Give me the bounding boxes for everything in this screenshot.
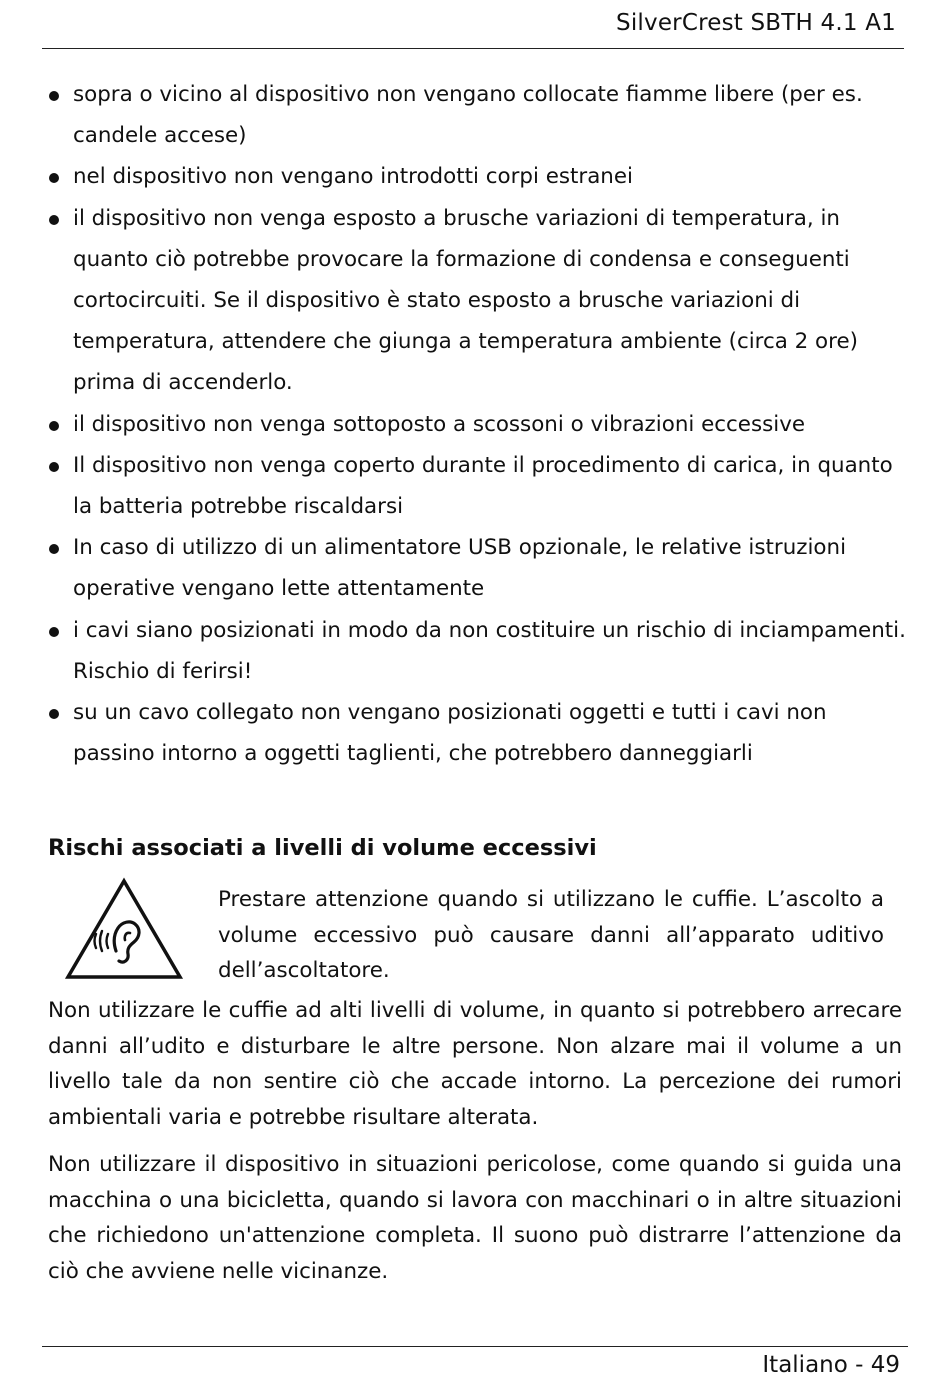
bullet-item — [48, 692, 908, 774]
bullet-dot-icon — [49, 544, 59, 554]
bullet-dot-icon — [49, 91, 59, 101]
bullet-text: i cavi siano posizionati in modo da non costituire un rischio di inciampamenti. Rischio di ferirsi! — [73, 617, 906, 684]
bullet-item — [48, 404, 908, 445]
bullet-text: il dispositivo non venga esposto a brusche variazioni di temperatura, in quanto ciò potrebbe provocare la formazione di condensa e conseguenti cortocircuiti. Se il dispositivo è stato esposto a brusche variazioni di temperatura, attendere che giunga a temperatura ambiente (circa 2 ore) prima di accenderlo. — [73, 205, 858, 396]
bullet-item — [48, 527, 908, 609]
footer-divider — [42, 1346, 908, 1347]
safety-bullet-list — [48, 74, 908, 774]
bullet-dot-icon — [49, 462, 59, 472]
bullet-text: su un cavo collegato non vengano posizionati oggetti e tutti i cavi non passino intorno a oggetti taglienti, che potrebbero danneggiarli — [73, 700, 827, 767]
bullet-text: Il dispositivo non venga coperto durante il procedimento di carica, in quanto la batteria potrebbe riscaldarsi — [73, 452, 893, 520]
document-title: SilverCrest SBTH 4.1 A1 — [616, 10, 896, 36]
bullet-dot-icon — [49, 173, 59, 183]
bullet-text: il dispositivo non venga sottoposto a scossoni o vibrazioni eccessive — [73, 411, 806, 437]
body-paragraph: Non utilizzare le cuffie ad alti livelli di volume, in quanto si potrebbero arrecare danni all’udito e disturbare le altre persone. Non alzare mai il volume a un livello tale da non sentire ciò che accade intorno. La percezione dei rumori ambientali varia e potrebbe risultare alterata. — [48, 998, 902, 1130]
bullet-item — [48, 74, 908, 156]
hearing-warning-icon — [64, 876, 184, 982]
bullet-item — [48, 156, 908, 197]
bullet-item — [48, 445, 908, 527]
bullet-dot-icon — [49, 709, 59, 719]
page-number: Italiano - 49 — [762, 1352, 900, 1378]
bullet-item — [48, 610, 908, 692]
bullet-text: nel dispositivo non vengano introdotti corpi estranei — [73, 164, 633, 190]
bullet-item — [48, 198, 908, 404]
bullet-text: In caso di utilizzo di un alimentatore USB opzionale, le relative istruzioni operative vengano lette attentamente — [73, 535, 847, 602]
warning-text: Prestare attenzione quando si utilizzano le cuffie. L’ascolto a volume eccessivo può causare danni all’apparato uditivo dell’ascoltatore. — [218, 887, 884, 983]
bullet-dot-icon — [49, 421, 59, 431]
page-header — [42, 6, 904, 49]
bullet-dot-icon — [49, 215, 59, 225]
body-paragraph: Non utilizzare il dispositivo in situazioni pericolose, come quando si guida una macchina o una bicicletta, quando si lavora con macchinari o in altre situazioni che richiedono un'attenzione completa. Il suono può distrarre l’attenzione da ciò che avviene nelle vicinanze. — [48, 1152, 902, 1284]
section-heading: Rischi associati a livelli di volume eccessivi — [48, 835, 597, 861]
bullet-text: sopra o vicino al dispositivo non vengano collocate fiamme libere (per es. candele accese) — [73, 82, 863, 149]
bullet-dot-icon — [49, 627, 59, 637]
